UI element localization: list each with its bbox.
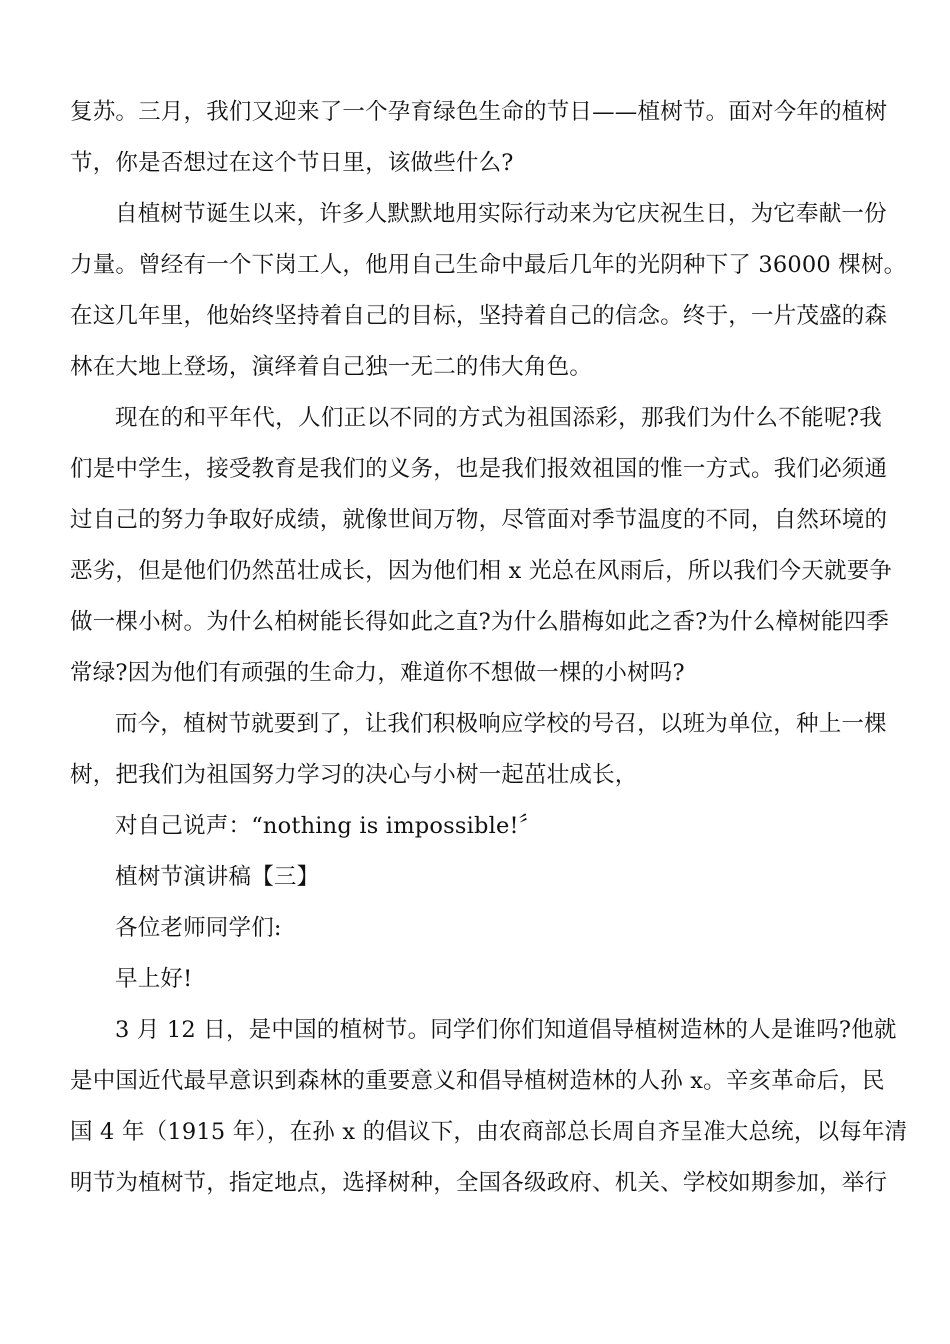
- text-line: 们是中学生，接受教育是我们的义务，也是我们报效祖国的惟一方式。我们必须通: [70, 456, 888, 482]
- greeting: 早上好!: [115, 966, 193, 992]
- text-line: 复苏。三月，我们又迎来了一个孕育绿色生命的节日——植树节。面对今年的植树: [70, 99, 888, 125]
- text-line: 在这几年里，他始终坚持着自己的目标，坚持着自己的信念。终于，一片茂盛的森: [70, 303, 888, 329]
- text-line: 常绿?因为他们有顽强的生命力，难道你不想做一棵的小树吗?: [70, 660, 685, 686]
- text-line: 恶劣，但是他们仍然茁壮成长，因为他们相 x 光总在风雨后，所以我们今天就要争: [70, 558, 893, 584]
- salutation: 各位老师同学们:: [115, 915, 282, 941]
- text-line: 明节为植树节，指定地点，选择树种，全国各级政府、机关、学校如期参加，举行: [70, 1170, 888, 1196]
- text-line: 林在大地上登场，演绎着自己独一无二的伟大角色。: [70, 354, 593, 380]
- text-line: 力量。曾经有一个下岗工人，他用自己生命中最后几年的光阴种下了 36000 棵树。: [70, 252, 907, 278]
- text-line: 对自己说声：“nothing is impossible!〞: [115, 813, 542, 839]
- text-line: 是中国近代最早意识到森林的重要意义和倡导植树造林的人孙 x。辛亥革命后，民: [70, 1068, 885, 1094]
- section-heading: 植树节演讲稿【三】: [115, 864, 320, 890]
- text-line: 国 4 年（1915 年），在孙 x 的倡议下，由农商部总长周自齐呈准大总统，以每年清: [70, 1119, 908, 1145]
- text-line: 节，你是否想过在这个节日里，该做些什么?: [70, 150, 514, 176]
- text-line: 树，把我们为祖国努力学习的决心与小树一起茁壮成长，: [70, 762, 638, 788]
- text-line: 过自己的努力争取好成绩，就像世间万物，尽管面对季节温度的不同，自然环境的: [70, 507, 888, 533]
- text-line: 自植树节诞生以来，许多人默默地用实际行动来为它庆祝生日，为它奉献一份: [115, 201, 887, 227]
- text-line: 3 月 12 日，是中国的植树节。同学们你们知道倡导植树造林的人是谁吗?他就: [115, 1017, 897, 1043]
- text-line: 而今，植树节就要到了，让我们积极响应学校的号召，以班为单位，种上一棵: [115, 711, 887, 737]
- text-line: 现在的和平年代，人们正以不同的方式为祖国添彩，那我们为什么不能呢?我: [115, 405, 882, 431]
- text-line: 做一棵小树。为什么柏树能长得如此之直?为什么腊梅如此之香?为什么樟树能四季: [70, 609, 890, 635]
